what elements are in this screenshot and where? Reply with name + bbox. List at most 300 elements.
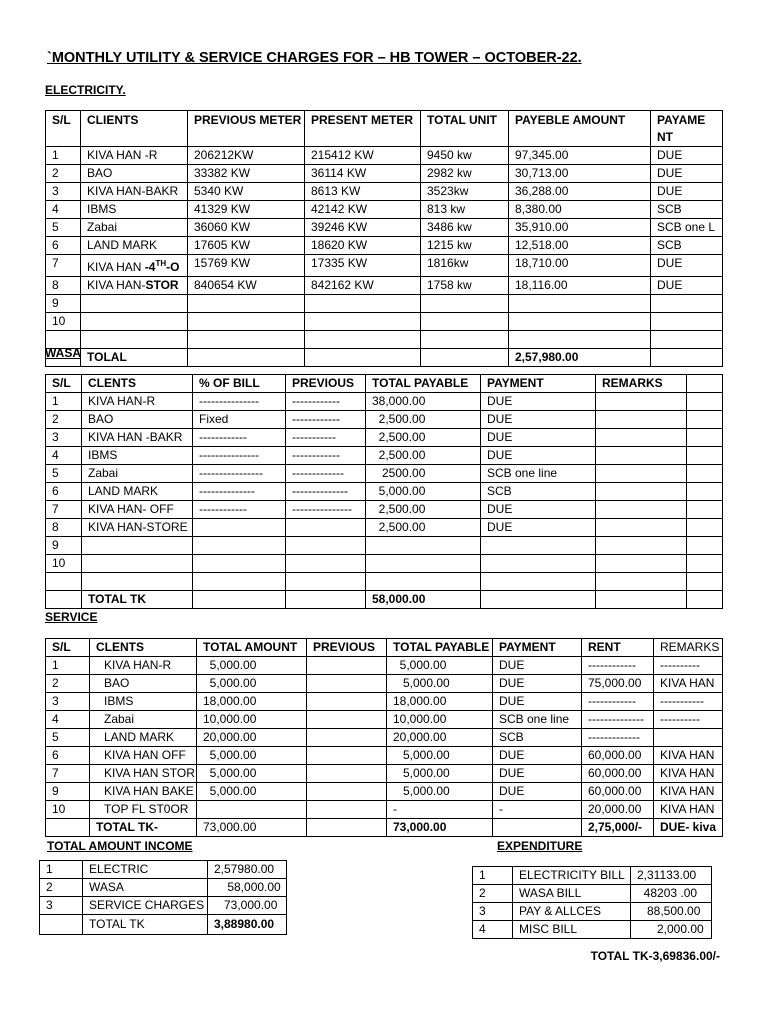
table-row — [473, 885, 712, 903]
header-clients: CLIENTS — [81, 111, 188, 147]
total-unit-cell — [421, 295, 509, 313]
previous-cell: ------------- — [286, 465, 366, 483]
previous-cell: ------------ — [286, 447, 366, 465]
client-cell: LAND MARK — [82, 483, 193, 501]
payment-cell — [651, 295, 723, 313]
total-amount-cell: 5,000.00 — [197, 657, 307, 675]
rent-cell: ------------ — [582, 657, 654, 675]
rent-cell: 60,000.00 — [582, 747, 654, 765]
client-cell — [82, 573, 193, 591]
total-amount-cell: 18,000.00 — [197, 693, 307, 711]
present-meter-cell: 18620 KW — [305, 237, 421, 255]
header-sl: S/L — [46, 375, 82, 393]
percent-bill-cell — [193, 573, 286, 591]
sl-cell: 5 — [46, 219, 81, 237]
total-value: 3,88980.00 — [208, 915, 287, 935]
client-cell: KIVA HAN -R — [81, 147, 188, 165]
total-payable-cell: 5,000.00 — [387, 783, 493, 801]
remarks-cell — [596, 429, 687, 447]
payable-amount-cell: 8,380.00 — [509, 201, 651, 219]
label-cell: MISC BILL — [513, 921, 631, 939]
sl-cell: 7 — [46, 255, 81, 277]
header-total-payable: TOTAL PAYABLE — [366, 375, 481, 393]
present-meter-cell: 36114 KW — [305, 165, 421, 183]
payment-cell: SCB — [651, 201, 723, 219]
previous-meter-cell: 206212KW — [188, 147, 305, 165]
electricity-heading: ELECTRICITY. — [45, 83, 126, 97]
sl-cell: 4 — [46, 201, 81, 219]
percent-bill-cell — [193, 555, 286, 573]
label-cell: WASA — [83, 879, 208, 897]
table-row — [46, 277, 723, 295]
table-row — [46, 219, 723, 237]
remarks-cell — [596, 483, 687, 501]
present-meter-cell: 42142 KW — [305, 201, 421, 219]
total-unit-cell: 1816kw — [421, 255, 509, 277]
table-row — [46, 675, 723, 693]
amount-cell: 88,500.00 — [631, 903, 712, 921]
payment-cell: DUE — [481, 447, 596, 465]
total-amount-cell: 5,000.00 — [197, 783, 307, 801]
previous-cell — [286, 573, 366, 591]
header-previous-meter: PREVIOUS METER — [188, 111, 305, 147]
total-payable-cell: 2,500.00 — [366, 519, 481, 537]
table-row — [46, 295, 723, 313]
payment-cell: DUE — [481, 519, 596, 537]
previous-cell — [307, 711, 387, 729]
payment-cell: DUE — [481, 393, 596, 411]
payment-cell: DUE — [651, 277, 723, 295]
extra-cell — [687, 519, 723, 537]
client-cell: KIVA HAN -BAKR — [82, 429, 193, 447]
previous-cell — [307, 747, 387, 765]
remarks-cell: KIVA HAN — [654, 675, 723, 693]
total-payable-cell: 5,000.00 — [387, 765, 493, 783]
table-row — [46, 537, 723, 555]
document-title: `MONTHLY UTILITY & SERVICE CHARGES FOR – HB TOWER – OCTOBER-22. — [47, 50, 582, 66]
client-cell: KIVA HAN-STOR — [81, 277, 188, 295]
expenditure-table — [472, 866, 712, 939]
total-amount-cell: 20,000.00 — [197, 729, 307, 747]
table-row — [46, 255, 723, 277]
sl-cell: 2 — [46, 675, 90, 693]
extra-cell — [687, 429, 723, 447]
total-sl — [40, 915, 83, 935]
sl-cell: 1 — [40, 861, 83, 879]
header-payable-amount: PAYEBLE AMOUNT — [509, 111, 651, 147]
total-amount-cell — [197, 801, 307, 819]
total-payable-cell: 5,000.00 — [387, 747, 493, 765]
client-cell: KIVA HAN-R — [90, 657, 197, 675]
table-row — [473, 921, 712, 939]
sl-cell: 3 — [40, 897, 83, 915]
remarks-cell — [596, 465, 687, 483]
previous-meter-cell: 15769 KW — [188, 255, 305, 277]
label-cell: PAY & ALLCES — [513, 903, 631, 921]
sl-cell: 10 — [46, 313, 81, 331]
table-row — [46, 429, 723, 447]
sl-cell: 6 — [46, 747, 90, 765]
electricity-total-row — [46, 349, 723, 367]
payment-cell: SCB one L — [651, 219, 723, 237]
rent-cell: 75,000.00 — [582, 675, 654, 693]
remarks-cell — [596, 411, 687, 429]
sl-cell: 7 — [46, 765, 90, 783]
header-total-unit: TOTAL UNIT — [421, 111, 509, 147]
present-meter-cell: 17335 KW — [305, 255, 421, 277]
payable-amount-cell: 30,713.00 — [509, 165, 651, 183]
extra-cell — [687, 537, 723, 555]
table-row — [46, 783, 723, 801]
total-payable-cell: 5,000.00 — [366, 483, 481, 501]
table-row — [46, 501, 723, 519]
client-cell: KIVA HAN-R — [82, 393, 193, 411]
sl-cell: 9 — [46, 295, 81, 313]
previous-meter-cell: 5340 KW — [188, 183, 305, 201]
percent-bill-cell: --------------- — [193, 393, 286, 411]
payable-amount-cell — [509, 313, 651, 331]
table-row — [46, 447, 723, 465]
client-cell: BAO — [81, 165, 188, 183]
sl-cell: 3 — [473, 903, 513, 921]
payment-cell: DUE — [493, 765, 582, 783]
present-meter-cell — [305, 331, 421, 349]
payment-cell: DUE — [493, 747, 582, 765]
remarks-cell: ---------- — [654, 711, 723, 729]
electricity-table — [45, 110, 723, 367]
sl-cell: 4 — [46, 711, 90, 729]
header-previous: PREVIOUS — [307, 639, 387, 657]
previous-cell — [286, 519, 366, 537]
table-row — [46, 237, 723, 255]
total-empty — [193, 591, 286, 609]
total-payable-cell: 2,500.00 — [366, 447, 481, 465]
rent-cell: ------------- — [582, 729, 654, 747]
previous-cell — [307, 783, 387, 801]
total-empty — [421, 349, 509, 367]
sl-cell: 2 — [46, 165, 81, 183]
header-sl: S/L — [46, 639, 90, 657]
percent-bill-cell — [193, 537, 286, 555]
total-unit-cell: 1215 kw — [421, 237, 509, 255]
sl-cell: 3 — [46, 183, 81, 201]
total-unit-cell: 813 kw — [421, 201, 509, 219]
client-cell: BAO — [82, 411, 193, 429]
header-previous: PREVIOUS — [286, 375, 366, 393]
payable-amount-cell: 35,910.00 — [509, 219, 651, 237]
total-unit-cell: 9450 kw — [421, 147, 509, 165]
payable-amount-cell: 18,116.00 — [509, 277, 651, 295]
payment-cell: SCB one line — [493, 711, 582, 729]
total-payable-cell: 2,500.00 — [366, 501, 481, 519]
total-empty — [481, 591, 596, 609]
total-payable: 73,000.00 — [387, 819, 493, 837]
sl-cell: 1 — [46, 657, 90, 675]
payment-cell: DUE — [493, 693, 582, 711]
table-row — [46, 711, 723, 729]
client-cell: TOP FL ST0OR — [90, 801, 197, 819]
remarks-cell: KIVA HAN — [654, 801, 723, 819]
payable-amount-cell: 18,710.00 — [509, 255, 651, 277]
client-cell: KIVA HAN- OFF — [82, 501, 193, 519]
payment-cell: DUE — [651, 147, 723, 165]
wasa-total-row — [46, 591, 723, 609]
remarks-cell — [596, 447, 687, 465]
label-cell: SERVICE CHARGES — [83, 897, 208, 915]
table-row — [46, 393, 723, 411]
sl-cell: 2 — [46, 411, 82, 429]
payment-cell: DUE — [481, 429, 596, 447]
total-empty — [493, 819, 582, 837]
total-empty — [307, 819, 387, 837]
service-total-row — [46, 819, 723, 837]
total-payable-cell — [366, 555, 481, 573]
percent-bill-cell: -------------- — [193, 483, 286, 501]
total-empty — [188, 349, 305, 367]
sl-cell: 5 — [46, 729, 90, 747]
wasa-header-row — [46, 375, 723, 393]
table-row — [46, 411, 723, 429]
extra-cell — [687, 483, 723, 501]
service-table — [45, 638, 723, 837]
previous-cell — [307, 765, 387, 783]
remarks-cell — [596, 519, 687, 537]
extra-cell — [687, 411, 723, 429]
total-unit-cell: 3523kw — [421, 183, 509, 201]
header-percent-of-bill: % OF BILL — [193, 375, 286, 393]
table-row — [46, 519, 723, 537]
header-rent: RENT — [582, 639, 654, 657]
payable-amount-cell: 97,345.00 — [509, 147, 651, 165]
amount-cell: 2,000.00 — [631, 921, 712, 939]
total-payable-cell — [366, 537, 481, 555]
total-unit-cell: 3486 kw — [421, 219, 509, 237]
present-meter-cell — [305, 295, 421, 313]
table-row — [40, 879, 287, 897]
total-remarks: DUE- kiva — [654, 819, 723, 837]
amount-cell: 48203 .00 — [631, 885, 712, 903]
client-cell: Zabai — [82, 465, 193, 483]
client-cell — [81, 295, 188, 313]
client-cell: KIVA HAN-STORE — [82, 519, 193, 537]
payment-cell — [481, 573, 596, 591]
sl-cell: 5 — [46, 465, 82, 483]
previous-cell — [307, 693, 387, 711]
total-value: 2,57,980.00 — [509, 349, 651, 367]
remarks-cell: KIVA HAN — [654, 747, 723, 765]
percent-bill-cell: --------------- — [193, 447, 286, 465]
payment-cell: SCB — [651, 237, 723, 255]
remarks-cell — [596, 555, 687, 573]
header-payment: PAYMENT — [493, 639, 582, 657]
extra-cell — [687, 393, 723, 411]
payment-cell — [481, 555, 596, 573]
total-amount-cell: 10,000.00 — [197, 711, 307, 729]
percent-bill-cell — [193, 519, 286, 537]
table-row — [473, 903, 712, 921]
income-heading: TOTAL AMOUNT INCOME — [47, 839, 193, 853]
remarks-cell: KIVA HAN — [654, 765, 723, 783]
previous-meter-cell — [188, 331, 305, 349]
payment-cell: DUE — [481, 411, 596, 429]
payment-cell: DUE — [493, 783, 582, 801]
client-cell: IBMS — [90, 693, 197, 711]
payable-amount-cell: 12,518.00 — [509, 237, 651, 255]
header-remarks: REMARKS — [596, 375, 687, 393]
sl-cell: 3 — [46, 693, 90, 711]
remarks-cell: KIVA HAN — [654, 783, 723, 801]
total-sl — [46, 819, 90, 837]
previous-cell: --------------- — [286, 501, 366, 519]
total-payable-cell: 5,000.00 — [387, 657, 493, 675]
income-table — [39, 860, 287, 935]
header-remarks: REMARKS — [654, 639, 723, 657]
table-row — [46, 147, 723, 165]
payment-cell — [651, 313, 723, 331]
table-row — [46, 165, 723, 183]
sl-cell: 8 — [46, 519, 82, 537]
previous-cell — [286, 537, 366, 555]
previous-cell — [307, 675, 387, 693]
remarks-cell — [596, 573, 687, 591]
remarks-cell — [596, 501, 687, 519]
sl-cell: 2 — [473, 885, 513, 903]
payment-cell: DUE — [481, 501, 596, 519]
total-payable-cell: 2,500.00 — [366, 411, 481, 429]
total-label: TOTAL TK — [83, 915, 208, 935]
percent-bill-cell: ------------ — [193, 429, 286, 447]
total-empty — [286, 591, 366, 609]
percent-bill-cell: ---------------- — [193, 465, 286, 483]
total-amount-cell: 5,000.00 — [197, 765, 307, 783]
table-row — [46, 183, 723, 201]
client-cell: LAND MARK — [81, 237, 188, 255]
payment-cell — [651, 331, 723, 349]
previous-meter-cell — [188, 313, 305, 331]
sl-cell: 8 — [46, 277, 81, 295]
remarks-cell — [596, 537, 687, 555]
total-payable-cell: 18,000.00 — [387, 693, 493, 711]
label-cell: ELECTRIC — [83, 861, 208, 879]
total-sl — [46, 591, 82, 609]
header-payment: PAYAME NT — [651, 111, 723, 147]
label-cell: ELECTRICITY BILL — [513, 867, 631, 885]
payment-cell: SCB — [481, 483, 596, 501]
total-unit-cell — [421, 331, 509, 349]
sl-cell: 3 — [46, 429, 82, 447]
expenditure-heading: EXPENDITURE — [497, 839, 583, 853]
table-row — [46, 483, 723, 501]
total-payable-cell: 10,000.00 — [387, 711, 493, 729]
payment-cell: SCB one line — [481, 465, 596, 483]
amount-cell: 73,000.00 — [208, 897, 287, 915]
remarks-cell — [596, 393, 687, 411]
amount-cell: 58,000.00 — [208, 879, 287, 897]
total-empty — [596, 591, 687, 609]
sl-cell: 2 — [40, 879, 83, 897]
total-payable-cell: - — [387, 801, 493, 819]
rent-cell: 60,000.00 — [582, 783, 654, 801]
present-meter-cell — [305, 313, 421, 331]
previous-meter-cell: 840654 KW — [188, 277, 305, 295]
previous-cell — [286, 555, 366, 573]
extra-cell — [687, 573, 723, 591]
sl-cell: 10 — [46, 801, 90, 819]
label-cell: WASA BILL — [513, 885, 631, 903]
payment-cell: - — [493, 801, 582, 819]
payable-amount-cell: 36,288.00 — [509, 183, 651, 201]
client-cell: KIVA HAN STOR — [90, 765, 197, 783]
payment-cell: SCB — [493, 729, 582, 747]
total-empty — [651, 349, 723, 367]
client-cell: BAO — [90, 675, 197, 693]
amount-cell: 2,31133.00 — [631, 867, 712, 885]
client-cell — [81, 331, 188, 349]
remarks-cell — [654, 729, 723, 747]
sl-cell: 9 — [46, 537, 82, 555]
total-unit-cell — [421, 313, 509, 331]
payment-cell: DUE — [651, 255, 723, 277]
sl-cell: 6 — [46, 237, 81, 255]
total-payable-cell: 5,000.00 — [387, 675, 493, 693]
previous-cell — [307, 729, 387, 747]
wasa-heading: WASA — [45, 346, 81, 360]
electricity-header-row — [46, 111, 723, 147]
total-amount-cell: 5,000.00 — [197, 675, 307, 693]
wasa-table — [45, 374, 723, 609]
total-empty — [305, 349, 421, 367]
sl-cell: 10 — [46, 555, 82, 573]
total-empty — [687, 591, 723, 609]
previous-cell: ------------ — [286, 393, 366, 411]
previous-meter-cell: 17605 KW — [188, 237, 305, 255]
table-row — [46, 573, 723, 591]
table-row — [40, 897, 287, 915]
present-meter-cell: 842162 KW — [305, 277, 421, 295]
previous-cell: ----------- — [286, 429, 366, 447]
header-clents: CLENTS — [90, 639, 197, 657]
table-row — [46, 465, 723, 483]
grand-total: TOTAL TK-3,69836.00/- — [590, 949, 720, 963]
client-cell: Zabai — [90, 711, 197, 729]
table-row — [46, 693, 723, 711]
sl-cell: 9 — [46, 783, 90, 801]
payment-cell: DUE — [493, 657, 582, 675]
table-row — [46, 765, 723, 783]
total-unit-cell: 2982 kw — [421, 165, 509, 183]
previous-cell — [307, 657, 387, 675]
total-label: TOTAL TK- — [90, 819, 197, 837]
payment-cell — [481, 537, 596, 555]
table-row — [46, 555, 723, 573]
table-row — [46, 801, 723, 819]
table-row — [46, 747, 723, 765]
previous-cell: ------------ — [286, 411, 366, 429]
table-row — [46, 657, 723, 675]
header-total-amount: TOTAL AMOUNT — [197, 639, 307, 657]
table-row — [473, 867, 712, 885]
rent-cell: -------------- — [582, 711, 654, 729]
present-meter-cell: 39246 KW — [305, 219, 421, 237]
payable-amount-cell — [509, 295, 651, 313]
header-extra — [687, 375, 723, 393]
rent-cell: ------------ — [582, 693, 654, 711]
total-payable-cell: 20,000.00 — [387, 729, 493, 747]
rent-cell: 20,000.00 — [582, 801, 654, 819]
total-payable-cell — [366, 573, 481, 591]
header-payment: PAYMENT — [481, 375, 596, 393]
table-row — [46, 331, 723, 349]
